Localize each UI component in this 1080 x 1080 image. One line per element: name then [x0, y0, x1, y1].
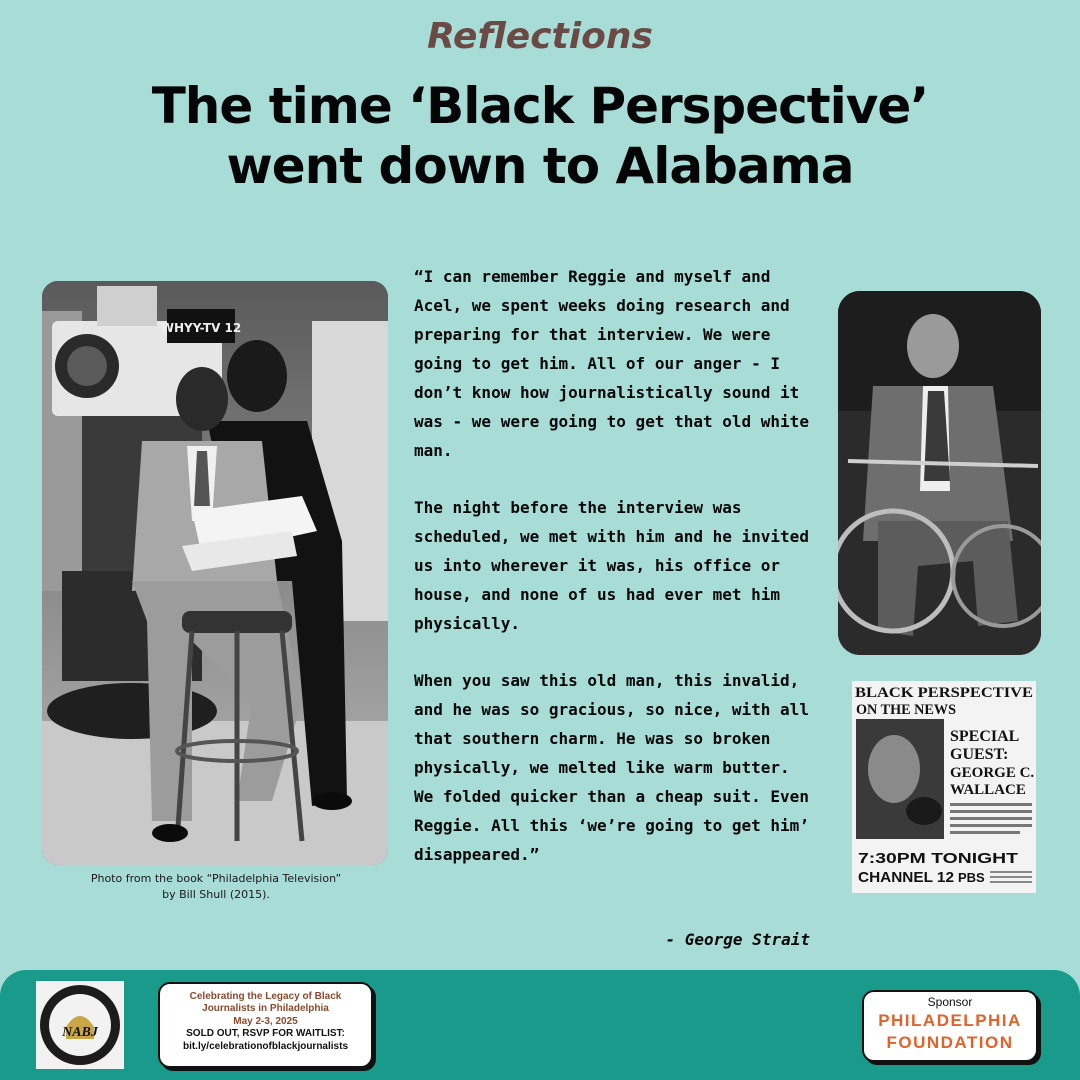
clipping-masthead-line-2: ON THE NEWS [856, 702, 956, 718]
clipping-pbs: PBS [958, 870, 985, 885]
quote-paragraph-2: The night before the interview was scheduled, we met with him and he invited us into wherever it was, his office or house, and none of us had ever met him physically. [414, 498, 809, 633]
event-info-card[interactable] [158, 982, 373, 1068]
clipping-special-line-1: SPECIAL [950, 728, 1020, 745]
headline-line-2: went down to Alabama [226, 137, 854, 195]
nabj-logo [36, 981, 124, 1069]
nabj-logo-letters: NABJ [62, 1025, 98, 1040]
quote-block [414, 262, 818, 897]
clipping-guest-line-1: GEORGE C. [950, 765, 1035, 781]
quote-attribution: - George Strait [665, 930, 810, 949]
quote-paragraph-3: When you saw this old man, this invalid, and he was so gracious, so nice, with all that southern charm. He was so broken physically, we melted like warm butter. We folded quicker than a cheap suit. Even Reggie. All this ‘we’re going to get him’ disappeared.” [414, 671, 809, 864]
camera-logo: WHYY-TV 12 [160, 321, 242, 335]
sponsor-card[interactable] [862, 990, 1038, 1062]
newspaper-clipping [852, 681, 1036, 893]
sponsor-name-line-2: FOUNDATION [886, 1033, 1014, 1052]
quote-paragraph-1: “I can remember Reggie and myself and Acel, we spent weeks doing research and preparing for that interview. We were going to get him. All of our anger - I don’t know how journalistically sound it was - we were going to get that old white man. [414, 267, 809, 460]
clipping-special-line-2: GUEST: [950, 746, 1009, 763]
event-date: May 2-3, 2025 [233, 1015, 298, 1027]
clipping-guest-line-2: WALLACE [950, 782, 1026, 798]
caption-line-1: Photo from the book “Philadelphia Television” [90, 872, 342, 885]
event-link[interactable]: bit.ly/celebrationofblackjournalists [182, 1040, 349, 1052]
headline-line-1: The time ‘Black Perspective’ [151, 77, 929, 135]
clipping-masthead-line-1: BLACK PERSPECTIVE [855, 685, 1033, 701]
clipping-time: 7:30PM TONIGHT [858, 850, 1018, 867]
section-kicker: Reflections [427, 16, 653, 57]
sponsor-label: Sponsor [927, 995, 973, 1009]
footer-bar [0, 970, 1080, 1080]
event-title-line-2: Journalists in Philadelphia [202, 1003, 329, 1015]
clipping-channel: CHANNEL 12 [858, 869, 954, 886]
photo-caption [62, 871, 370, 903]
studio-photo [42, 281, 388, 865]
page-headline [40, 76, 1040, 196]
event-rsvp: SOLD OUT, RSVP FOR WAITLIST: [186, 1028, 345, 1040]
wallace-photo [838, 291, 1041, 655]
caption-line-2: by Bill Shull (2015). [162, 888, 270, 901]
sponsor-name-line-1: PHILADELPHIA [878, 1011, 1022, 1030]
event-title-line-1: Celebrating the Legacy of Black [189, 991, 342, 1002]
